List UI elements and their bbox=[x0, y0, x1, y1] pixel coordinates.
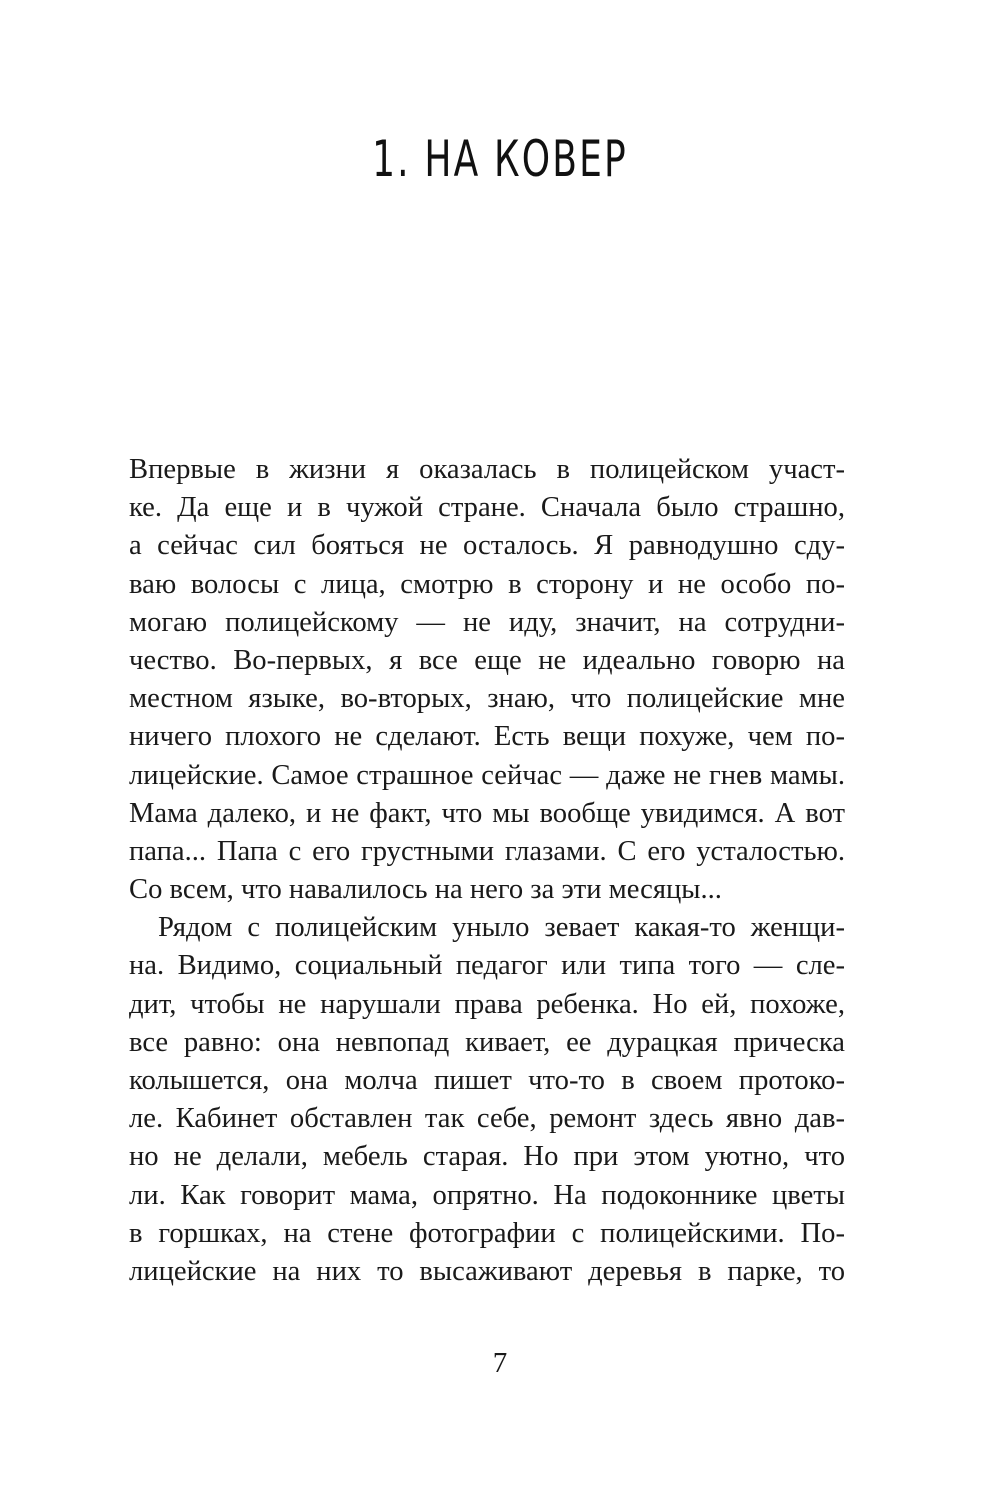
text-line: Мама далеко, и не факт, что мы вообще увидимся. А вот bbox=[129, 797, 845, 829]
text-line: папа... Папа с его грустными глазами. С его усталостью. bbox=[129, 835, 845, 867]
body-text bbox=[129, 451, 845, 1291]
text-line: все равно: она невпопад кивает, ее дурацкая прическа bbox=[129, 1026, 845, 1058]
text-line: лицейские. Самое страшное сейчас — даже не гнев мамы. bbox=[129, 759, 845, 791]
text-line: ке. Да еще и в чужой стране. Сначала было страшно, bbox=[129, 492, 845, 524]
chapter-title: 1. НА КОВЕР bbox=[372, 130, 628, 188]
text-line: Впервые в жизни я оказалась в полицейском участ- bbox=[129, 454, 845, 485]
text-line: а сейчас сил бояться не осталось. Я равнодушно сду- bbox=[129, 530, 845, 562]
text-line: чество. Во-первых, я все еще не идеально говорю на bbox=[129, 644, 845, 676]
text-line: Рядом с полицейским уныло зевает какая-то женщи- bbox=[158, 912, 845, 944]
paragraph-2 bbox=[129, 909, 845, 1291]
text-line: в горшках, на стене фотографии с полицейскими. По- bbox=[129, 1217, 845, 1249]
text-line: дит, чтобы не нарушали права ребенка. Но ей, похоже, bbox=[129, 988, 845, 1020]
text-line: ле. Кабинет обставлен так себе, ремонт здесь явно дав- bbox=[129, 1103, 845, 1135]
text-line: могаю полицейскому — не иду, значит, на сотрудни- bbox=[129, 606, 845, 638]
text-line: ничего плохого не сделают. Есть вещи похуже, чем по- bbox=[129, 721, 845, 753]
text-line: местном языке, во-вторых, знаю, что полицейские мне bbox=[129, 683, 845, 715]
page-number: 7 bbox=[492, 1347, 508, 1379]
text-line: ваю волосы с лица, смотрю в сторону и не особо по- bbox=[129, 568, 845, 600]
text-line: Со всем, что навалилось на него за эти месяцы... bbox=[129, 874, 722, 906]
paragraph-1 bbox=[129, 451, 845, 909]
text-line: но не делали, мебель старая. Но при этом уютно, что bbox=[129, 1141, 845, 1173]
text-line: колышется, она молча пишет что-то в своем протоко- bbox=[129, 1065, 845, 1096]
text-line: лицейские на них то высаживают деревья в парке, то bbox=[129, 1255, 845, 1287]
text-line: ли. Как говорит мама, опрятно. На подоконнике цветы bbox=[129, 1179, 845, 1211]
text-line: на. Видимо, социальный педагог или типа того — сле- bbox=[129, 950, 845, 982]
